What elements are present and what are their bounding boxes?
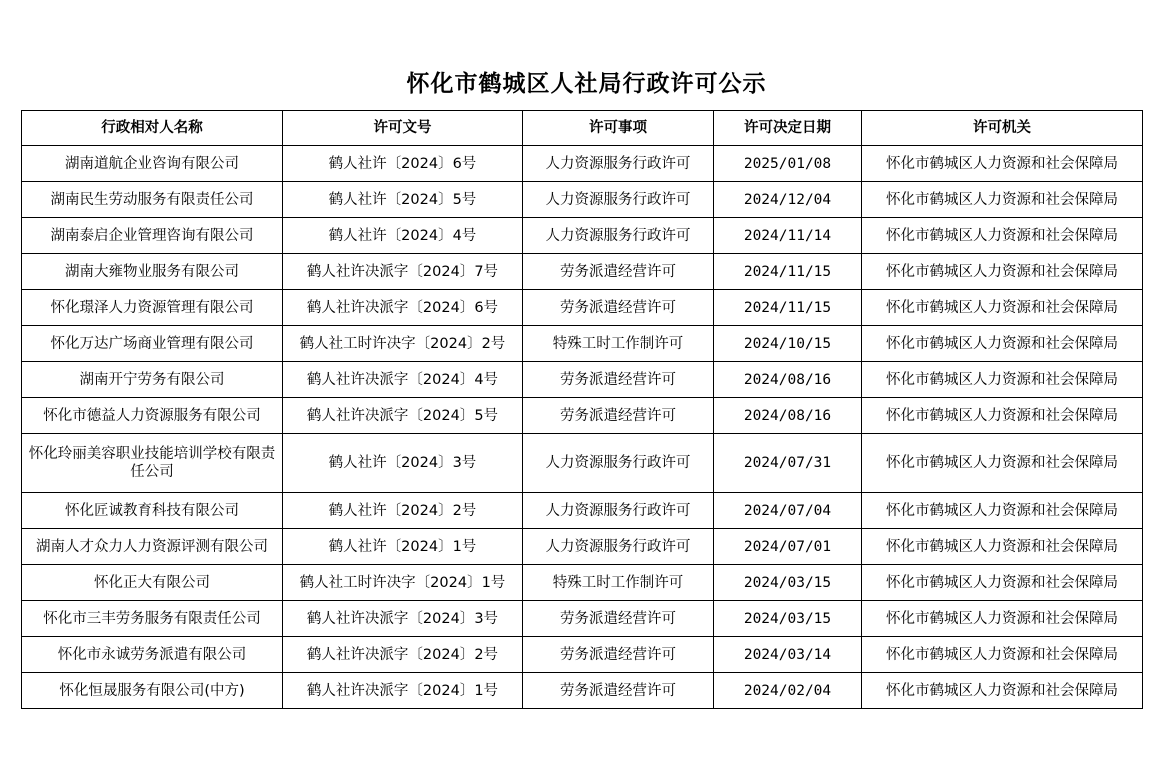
cell-decision-date: 2024/03/15 [714, 565, 862, 601]
cell-applicant-name: 怀化市三丰劳务服务有限责任公司 [22, 601, 283, 637]
cell-permit-item: 劳务派遣经营许可 [523, 362, 714, 398]
cell-permit-item: 劳务派遣经营许可 [523, 637, 714, 673]
cell-permit-item: 特殊工时工作制许可 [523, 326, 714, 362]
cell-decision-date: 2024/08/16 [714, 362, 862, 398]
cell-permit-authority: 怀化市鹤城区人力资源和社会保障局 [862, 362, 1143, 398]
cell-decision-date: 2024/11/14 [714, 218, 862, 254]
table-row [22, 637, 1143, 673]
cell-permit-item: 劳务派遣经营许可 [523, 673, 714, 709]
cell-decision-date: 2024/08/16 [714, 398, 862, 434]
table-row [22, 565, 1143, 601]
cell-permit-item: 特殊工时工作制许可 [523, 565, 714, 601]
cell-decision-date: 2024/10/15 [714, 326, 862, 362]
cell-permit-authority: 怀化市鹤城区人力资源和社会保障局 [862, 637, 1143, 673]
cell-permit-item: 人力资源服务行政许可 [523, 182, 714, 218]
header-permit-item: 许可事项 [523, 111, 714, 146]
table-header-row [22, 111, 1143, 146]
cell-applicant-name: 怀化璟泽人力资源管理有限公司 [22, 290, 283, 326]
header-permit-authority: 许可机关 [862, 111, 1143, 146]
cell-applicant-name: 湖南大雍物业服务有限公司 [22, 254, 283, 290]
cell-applicant-name: 湖南开宁劳务有限公司 [22, 362, 283, 398]
cell-permit-authority: 怀化市鹤城区人力资源和社会保障局 [862, 673, 1143, 709]
table-row [22, 326, 1143, 362]
cell-permit-item: 人力资源服务行政许可 [523, 493, 714, 529]
cell-permit-number: 鹤人社许决派字〔2024〕2号 [283, 637, 523, 673]
cell-decision-date: 2024/03/14 [714, 637, 862, 673]
cell-decision-date: 2024/03/15 [714, 601, 862, 637]
cell-permit-authority: 怀化市鹤城区人力资源和社会保障局 [862, 398, 1143, 434]
cell-permit-number: 鹤人社许〔2024〕1号 [283, 529, 523, 565]
cell-permit-authority: 怀化市鹤城区人力资源和社会保障局 [862, 326, 1143, 362]
cell-permit-authority: 怀化市鹤城区人力资源和社会保障局 [862, 218, 1143, 254]
cell-permit-item: 人力资源服务行政许可 [523, 434, 714, 493]
table-row [22, 493, 1143, 529]
cell-permit-authority: 怀化市鹤城区人力资源和社会保障局 [862, 434, 1143, 493]
cell-permit-item: 劳务派遣经营许可 [523, 254, 714, 290]
header-permit-number: 许可文号 [283, 111, 523, 146]
cell-applicant-name: 怀化市德益人力资源服务有限公司 [22, 398, 283, 434]
cell-applicant-name: 怀化正大有限公司 [22, 565, 283, 601]
cell-permit-number: 鹤人社工时许决字〔2024〕1号 [283, 565, 523, 601]
cell-decision-date: 2024/12/04 [714, 182, 862, 218]
cell-permit-number: 鹤人社许决派字〔2024〕5号 [283, 398, 523, 434]
cell-permit-authority: 怀化市鹤城区人力资源和社会保障局 [862, 493, 1143, 529]
cell-permit-number: 鹤人社许〔2024〕4号 [283, 218, 523, 254]
table-row [22, 182, 1143, 218]
cell-permit-number: 鹤人社许〔2024〕3号 [283, 434, 523, 493]
cell-permit-item: 人力资源服务行政许可 [523, 146, 714, 182]
cell-permit-number: 鹤人社许〔2024〕2号 [283, 493, 523, 529]
cell-permit-authority: 怀化市鹤城区人力资源和社会保障局 [862, 565, 1143, 601]
page-title: 怀化市鹤城区人社局行政许可公示 [406, 71, 767, 97]
permit-table [21, 110, 1143, 709]
cell-permit-number: 鹤人社许决派字〔2024〕6号 [283, 290, 523, 326]
table-row [22, 146, 1143, 182]
cell-permit-number: 鹤人社许决派字〔2024〕4号 [283, 362, 523, 398]
cell-permit-authority: 怀化市鹤城区人力资源和社会保障局 [862, 254, 1143, 290]
table-row [22, 601, 1143, 637]
cell-applicant-name: 怀化匠诚教育科技有限公司 [22, 493, 283, 529]
cell-decision-date: 2024/07/31 [714, 434, 862, 493]
cell-applicant-name: 湖南道航企业咨询有限公司 [22, 146, 283, 182]
cell-decision-date: 2025/01/08 [714, 146, 862, 182]
cell-applicant-name: 湖南人才众力人力资源评测有限公司 [22, 529, 283, 565]
cell-decision-date: 2024/11/15 [714, 254, 862, 290]
cell-permit-authority: 怀化市鹤城区人力资源和社会保障局 [862, 290, 1143, 326]
cell-permit-number: 鹤人社许〔2024〕5号 [283, 182, 523, 218]
header-applicant-name: 行政相对人名称 [22, 111, 283, 146]
table-row [22, 254, 1143, 290]
cell-permit-authority: 怀化市鹤城区人力资源和社会保障局 [862, 529, 1143, 565]
table-row [22, 362, 1143, 398]
table-row [22, 218, 1143, 254]
cell-decision-date: 2024/11/15 [714, 290, 862, 326]
cell-permit-item: 劳务派遣经营许可 [523, 290, 714, 326]
cell-decision-date: 2024/07/01 [714, 529, 862, 565]
cell-decision-date: 2024/07/04 [714, 493, 862, 529]
cell-permit-authority: 怀化市鹤城区人力资源和社会保障局 [862, 182, 1143, 218]
cell-permit-number: 鹤人社许决派字〔2024〕7号 [283, 254, 523, 290]
table-row [22, 434, 1143, 493]
cell-permit-item: 劳务派遣经营许可 [523, 398, 714, 434]
table-row [22, 398, 1143, 434]
cell-applicant-name: 湖南泰启企业管理咨询有限公司 [22, 218, 283, 254]
table-row [22, 529, 1143, 565]
cell-applicant-name: 怀化市永诚劳务派遣有限公司 [22, 637, 283, 673]
cell-permit-number: 鹤人社工时许决字〔2024〕2号 [283, 326, 523, 362]
cell-permit-item: 人力资源服务行政许可 [523, 218, 714, 254]
cell-decision-date: 2024/02/04 [714, 673, 862, 709]
cell-applicant-name: 怀化玲丽美容职业技能培训学校有限责任公司 [22, 434, 283, 493]
cell-permit-number: 鹤人社许决派字〔2024〕1号 [283, 673, 523, 709]
cell-permit-item: 劳务派遣经营许可 [523, 601, 714, 637]
table-row [22, 673, 1143, 709]
table-body [22, 146, 1143, 709]
cell-permit-item: 人力资源服务行政许可 [523, 529, 714, 565]
cell-applicant-name: 湖南民生劳动服务有限责任公司 [22, 182, 283, 218]
cell-applicant-name: 怀化万达广场商业管理有限公司 [22, 326, 283, 362]
cell-applicant-name: 怀化恒晟服务有限公司(中方) [22, 673, 283, 709]
cell-permit-number: 鹤人社许〔2024〕6号 [283, 146, 523, 182]
cell-permit-authority: 怀化市鹤城区人力资源和社会保障局 [862, 146, 1143, 182]
header-decision-date: 许可决定日期 [714, 111, 862, 146]
cell-permit-number: 鹤人社许决派字〔2024〕3号 [283, 601, 523, 637]
cell-permit-authority: 怀化市鹤城区人力资源和社会保障局 [862, 601, 1143, 637]
table-row [22, 290, 1143, 326]
